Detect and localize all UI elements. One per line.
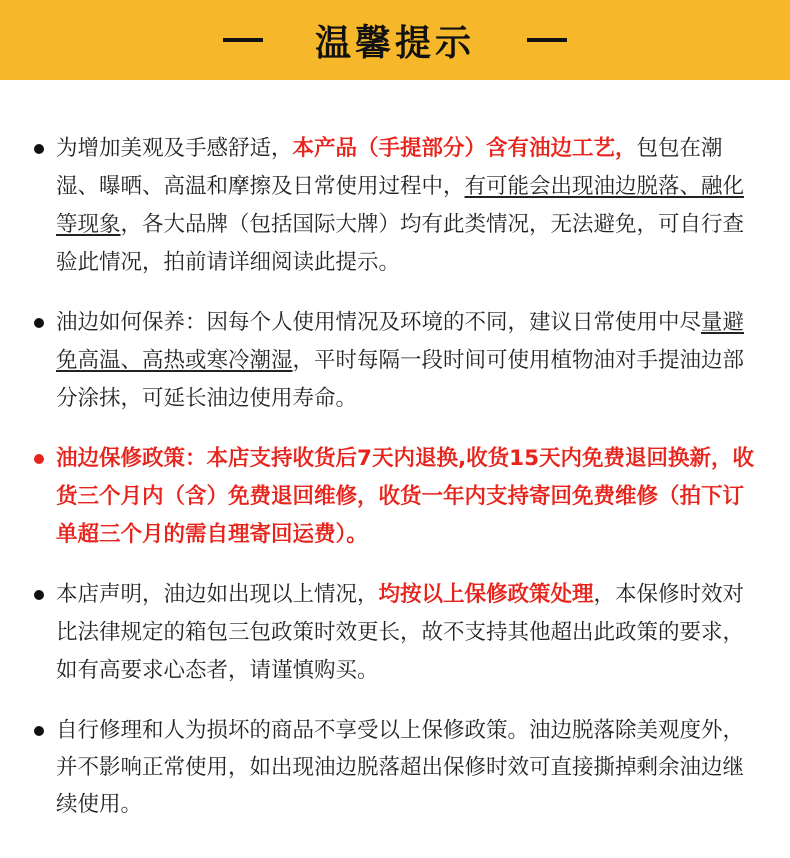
notice-item-maintenance <box>34 304 760 418</box>
bullet-icon <box>34 318 44 328</box>
notice-list <box>0 80 790 823</box>
bullet-icon <box>34 454 44 464</box>
left-dash <box>223 38 263 42</box>
notice-highlight: 本产品（手提部分）含有油边工艺， <box>292 136 637 161</box>
right-dash <box>527 38 567 42</box>
notice-text: 包包在潮湿、曝晒、高温和摩擦及日常使用过程中， <box>56 136 723 199</box>
page-title: 温馨提示 <box>314 22 475 64</box>
notice-text: 油边保修政策：本店支持收货后7天内退换,收货15天内免费退回换新，收货三个月内（含）免费退回维修，收货一年内支持寄回免费维修（拍下订单超三个月的需自理寄回运费）。 <box>56 446 755 547</box>
notice-text: ，各大品牌（包括国际大牌）均有此类情况，无法避免，可自行查验此情况，拍前请详细阅读此提示。 <box>56 212 745 275</box>
bullet-icon <box>34 726 44 736</box>
notice-underline: 量避免高温、高热或寒冷潮湿 <box>56 310 745 373</box>
notice-underline: 有可能会出现油边脱落、融化等现象 <box>56 174 745 237</box>
notice-text: ，本保修时效对比法律规定的箱包三包政策时效更长，故不支持其他超出此政策的要求，如有高要求心态者，请谨慎购买。 <box>56 582 745 683</box>
header-banner <box>0 0 790 80</box>
notice-item-statement <box>34 576 760 690</box>
notice-item-warranty-policy <box>34 440 760 554</box>
bullet-icon <box>34 144 44 154</box>
notice-text: 油边如何保养：因每个人使用情况及环境的不同，建议日常使用中尽 <box>56 310 702 335</box>
notice-text: ，平时每隔一段时间可使用植物油对手提油边部分涂抹，可延长油边使用寿命。 <box>56 348 745 411</box>
bullet-icon <box>34 590 44 600</box>
notice-text: 自行修理和人为损坏的商品不享受以上保修政策。油边脱落除美观度外，并不影响正常使用，如出现油边脱落超出保修时效可直接撕掉剩余油边继续使用。 <box>56 718 745 817</box>
notice-text: 为增加美观及手感舒适， <box>56 136 293 161</box>
notice-highlight: 均按以上保修政策处理 <box>378 582 594 607</box>
notice-item-self-repair <box>34 712 760 823</box>
notice-text: 本店声明，油边如出现以上情况， <box>56 582 379 607</box>
notice-item-oil-edge <box>34 130 760 282</box>
